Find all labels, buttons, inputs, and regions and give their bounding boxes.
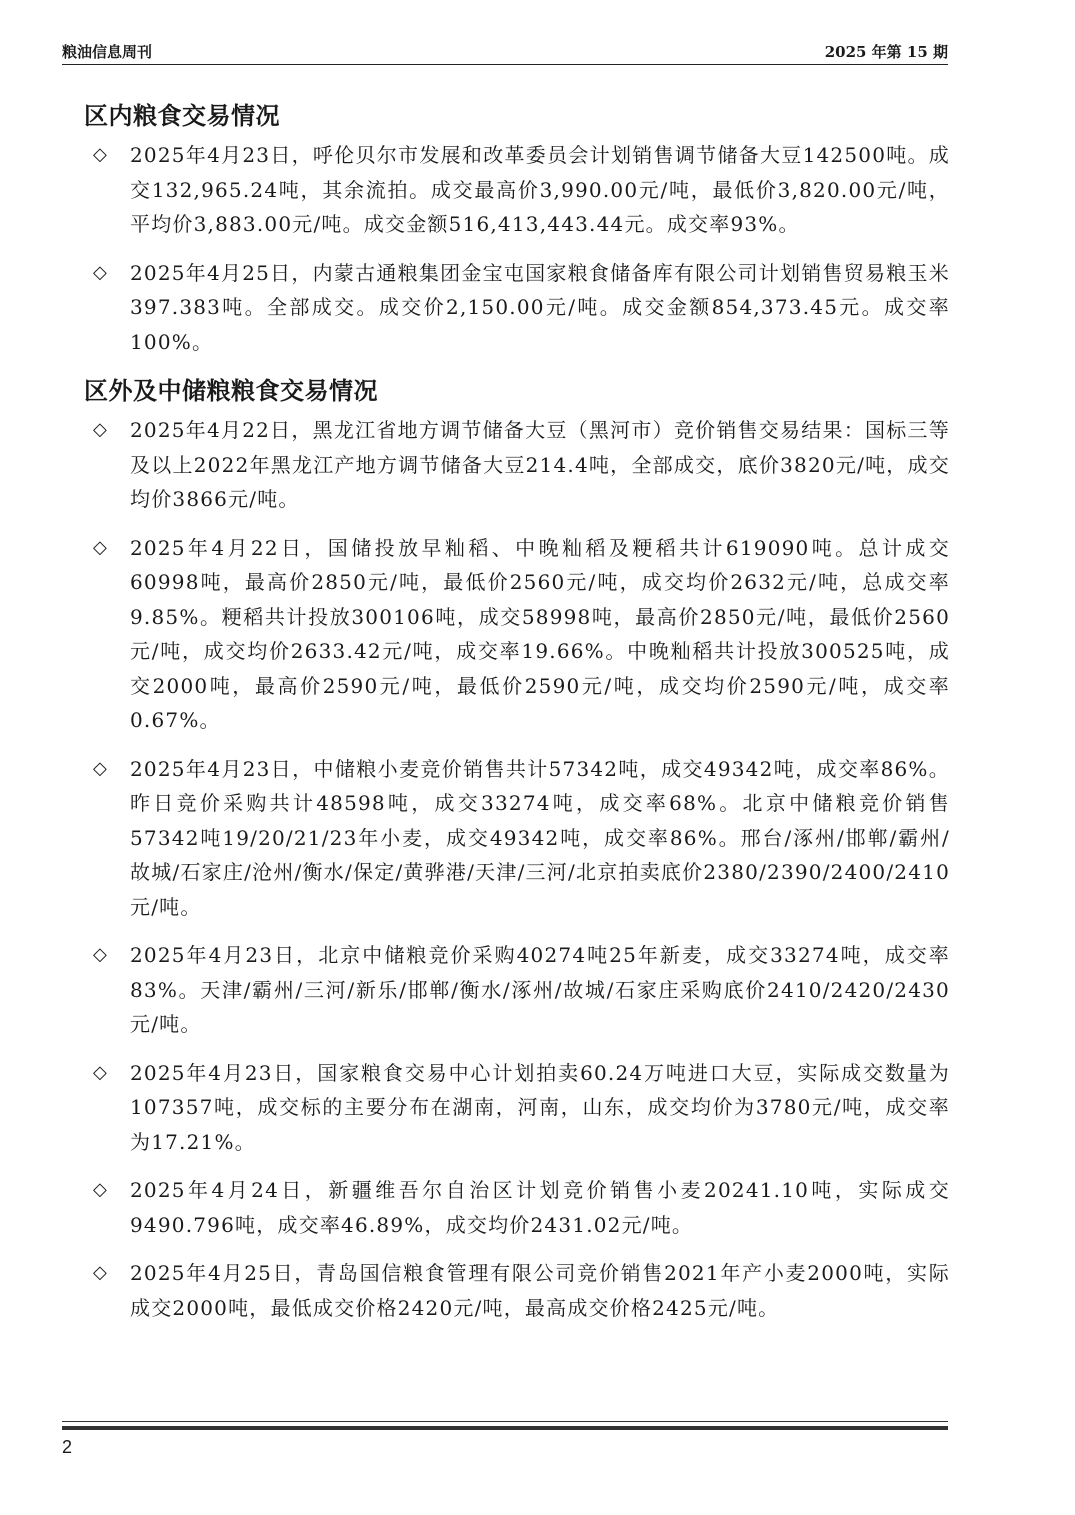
- diamond-bullet-icon: ◇: [93, 261, 109, 283]
- section-title-regional: 区内粮食交易情况: [84, 101, 280, 130]
- page-header: [62, 38, 948, 64]
- list-item: [84, 1256, 950, 1325]
- footer-divider-thin: [62, 1421, 948, 1422]
- list-item: [84, 938, 950, 1042]
- diamond-bullet-icon: ◇: [93, 419, 109, 440]
- diamond-bullet-icon: ◇: [93, 536, 109, 558]
- item-text: 2025年4月23日，北京中储粮竞价采购40274吨25年新麦，成交33274吨，成交率83%。天津/霸州/三河/新乐/邯郸/衡水/涿州/故城/石家庄采购底价2410/2420/2430元/吨。: [130, 943, 950, 1036]
- external-trade-list: [84, 413, 950, 1325]
- diamond-bullet-icon: ◇: [93, 1061, 109, 1083]
- diamond-bullet-icon: ◇: [93, 1262, 109, 1283]
- item-text: 2025年4月22日，国储投放早籼稻、中晚籼稻及粳稻共计619090吨。总计成交60998吨，最高价2850元/吨，最低价2560元/吨，成交均价2632元/吨，总成交率9.85%。粳稻共计投放300106吨，成交58998吨，最高价2850元/吨，最低价2560元/吨，成交均价2633.42元/吨，成交率19.66%。中晚籼稻共计投放300525吨，成交2000吨，最高价2590元/吨，最低价2590元/吨，成交均价2590元/吨，成交率0.67%。: [130, 535, 950, 732]
- list-item: [84, 1173, 950, 1242]
- diamond-bullet-icon: ◇: [93, 144, 109, 165]
- issue-number: 2025 年第 15 期: [824, 43, 948, 61]
- main-content: [84, 100, 950, 1339]
- diamond-bullet-icon: ◇: [93, 1179, 109, 1200]
- diamond-bullet-icon: ◇: [93, 944, 109, 965]
- item-text: 2025年4月23日，呼伦贝尔市发展和改革委员会计划销售调节储备大豆142500吨。成交132,965.24吨，其余流拍。成交最高价3,990.00元/吨，最低价3,820.00元/吨，平均价3,883.00元/吨。成交金额516,413,443.44元。成交率93%。: [130, 143, 950, 236]
- item-text: 2025年4月25日，青岛国信粮食管理有限公司竞价销售2021年产小麦2000吨，实际成交2000吨，最低成交价格2420元/吨，最高成交价格2425元/吨。: [130, 1261, 950, 1320]
- list-item: [84, 531, 950, 738]
- item-text: 2025年4月22日，黑龙江省地方调节储备大豆（黑河市）竞价销售交易结果：国标三等及以上2022年黑龙江产地方调节储备大豆214.4吨，全部成交，底价3820元/吨，成交均价3866元/吨。: [130, 418, 950, 511]
- list-item: [84, 752, 950, 925]
- list-item: [84, 1056, 950, 1160]
- page-number: 2: [62, 1437, 73, 1457]
- list-item: [84, 138, 950, 242]
- section-title-external: 区外及中储粮粮食交易情况: [84, 376, 378, 405]
- header-divider: [62, 64, 948, 65]
- item-text: 2025年4月25日，内蒙古通粮集团金宝屯国家粮食储备库有限公司计划销售贸易粮玉米397.383吨。全部成交。成交价2,150.00元/吨。成交金额854,373.45元。成交率100%。: [130, 260, 950, 354]
- publication-name: 粮油信息周刊: [62, 43, 153, 61]
- regional-trade-list: [84, 138, 950, 359]
- item-text: 2025年4月23日，国家粮食交易中心计划拍卖60.24万吨进口大豆，实际成交数量为107357吨，成交标的主要分布在湖南，河南，山东，成交均价为3780元/吨，成交率为17.21%。: [130, 1060, 950, 1154]
- diamond-bullet-icon: ◇: [93, 757, 109, 779]
- list-item: [84, 413, 950, 517]
- footer-divider-thick: [62, 1426, 948, 1430]
- list-item: [84, 256, 950, 360]
- item-text: 2025年4月24日，新疆维吾尔自治区计划竞价销售小麦20241.10吨，实际成交9490.796吨，成交率46.89%，成交均价2431.02元/吨。: [130, 1178, 950, 1237]
- item-text: 2025年4月23日，中储粮小麦竞价销售共计57342吨，成交49342吨，成交率86%。昨日竞价采购共计48598吨，成交33274吨，成交率68%。北京中储粮竞价销售57342吨19/20/21/23年小麦，成交49342吨，成交率86%。邢台/涿州/邯郸/霸州/故城/石家庄/沧州/衡水/保定/黄骅港/天津/三河/北京拍卖底价2380/2390/2400/2410元/吨。: [130, 756, 950, 919]
